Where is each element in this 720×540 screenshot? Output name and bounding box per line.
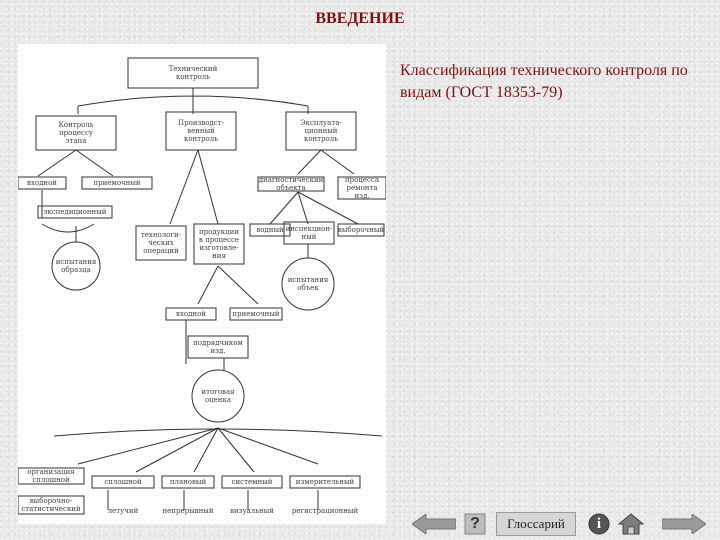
node-tech-ops: технологи- ческих операций — [140, 231, 182, 255]
node-production: Производст- венный контроль — [178, 119, 224, 143]
node-final-eval: итоговая оценка — [201, 388, 235, 404]
node-subcontract: подрядчиком изд. — [193, 339, 243, 355]
node-periodic: водный — [256, 226, 284, 234]
node-process-rem: процесса ремонта изд. — [344, 176, 380, 200]
node-intermediate: приемочный — [93, 179, 141, 187]
node-input: входной — [27, 179, 57, 187]
node-inspection: инспекцион- ный — [285, 225, 333, 241]
node-acceptance-exp: экспедиционный — [43, 208, 107, 216]
node-bottom-4b: регистрационный — [291, 507, 359, 515]
classification-diagram — [18, 44, 386, 524]
help-glyph: ? — [470, 515, 480, 532]
node-diagnostic: диагностический объекта — [258, 176, 324, 192]
node-inspection2: выборочный — [337, 226, 385, 234]
slide-title: ВВЕДЕНИЕ — [315, 10, 405, 27]
home-button[interactable] — [618, 512, 644, 536]
node-bottom-2b: непрерывный — [162, 507, 214, 515]
node-bottom-4a: измерительный — [295, 478, 355, 486]
node-bottom-1a: сплошной — [104, 478, 142, 486]
glossary-button[interactable]: Глоссарий — [496, 512, 576, 536]
node-operational: Эксплуата- ционный контроль — [300, 119, 342, 143]
node-bottom-left-1: организация сплошной — [27, 468, 75, 484]
node-bottom-3a: системный — [231, 478, 273, 486]
info-button[interactable] — [586, 512, 612, 536]
prev-slide-arrow-icon[interactable] — [412, 514, 456, 534]
home-icon — [618, 512, 644, 536]
node-bottom-left-2: выборочно- статистический — [21, 497, 81, 513]
node-acceptance2: приемочный — [232, 310, 280, 318]
info-glyph: i — [596, 515, 602, 532]
node-process-stage: Контроль процессу этапа — [58, 121, 94, 145]
node-bottom-3b: визуальный — [230, 507, 274, 515]
node-test-sample: испытания образца — [55, 258, 97, 274]
help-button[interactable] — [462, 512, 488, 536]
node-bottom-1b: летучий — [107, 507, 139, 515]
node-bottom-2a: плановый — [169, 478, 207, 486]
node-test-object: испытания объек — [287, 276, 329, 292]
node-products: продукции в процессе изготовле- ния — [198, 228, 240, 260]
node-root: Технический контроль — [168, 65, 218, 81]
next-slide-arrow-icon[interactable] — [662, 514, 706, 534]
slide-subtitle: Классификация технического контроля по видам (ГОСТ 18353-79) — [400, 62, 688, 101]
node-input2: входной — [176, 310, 206, 318]
